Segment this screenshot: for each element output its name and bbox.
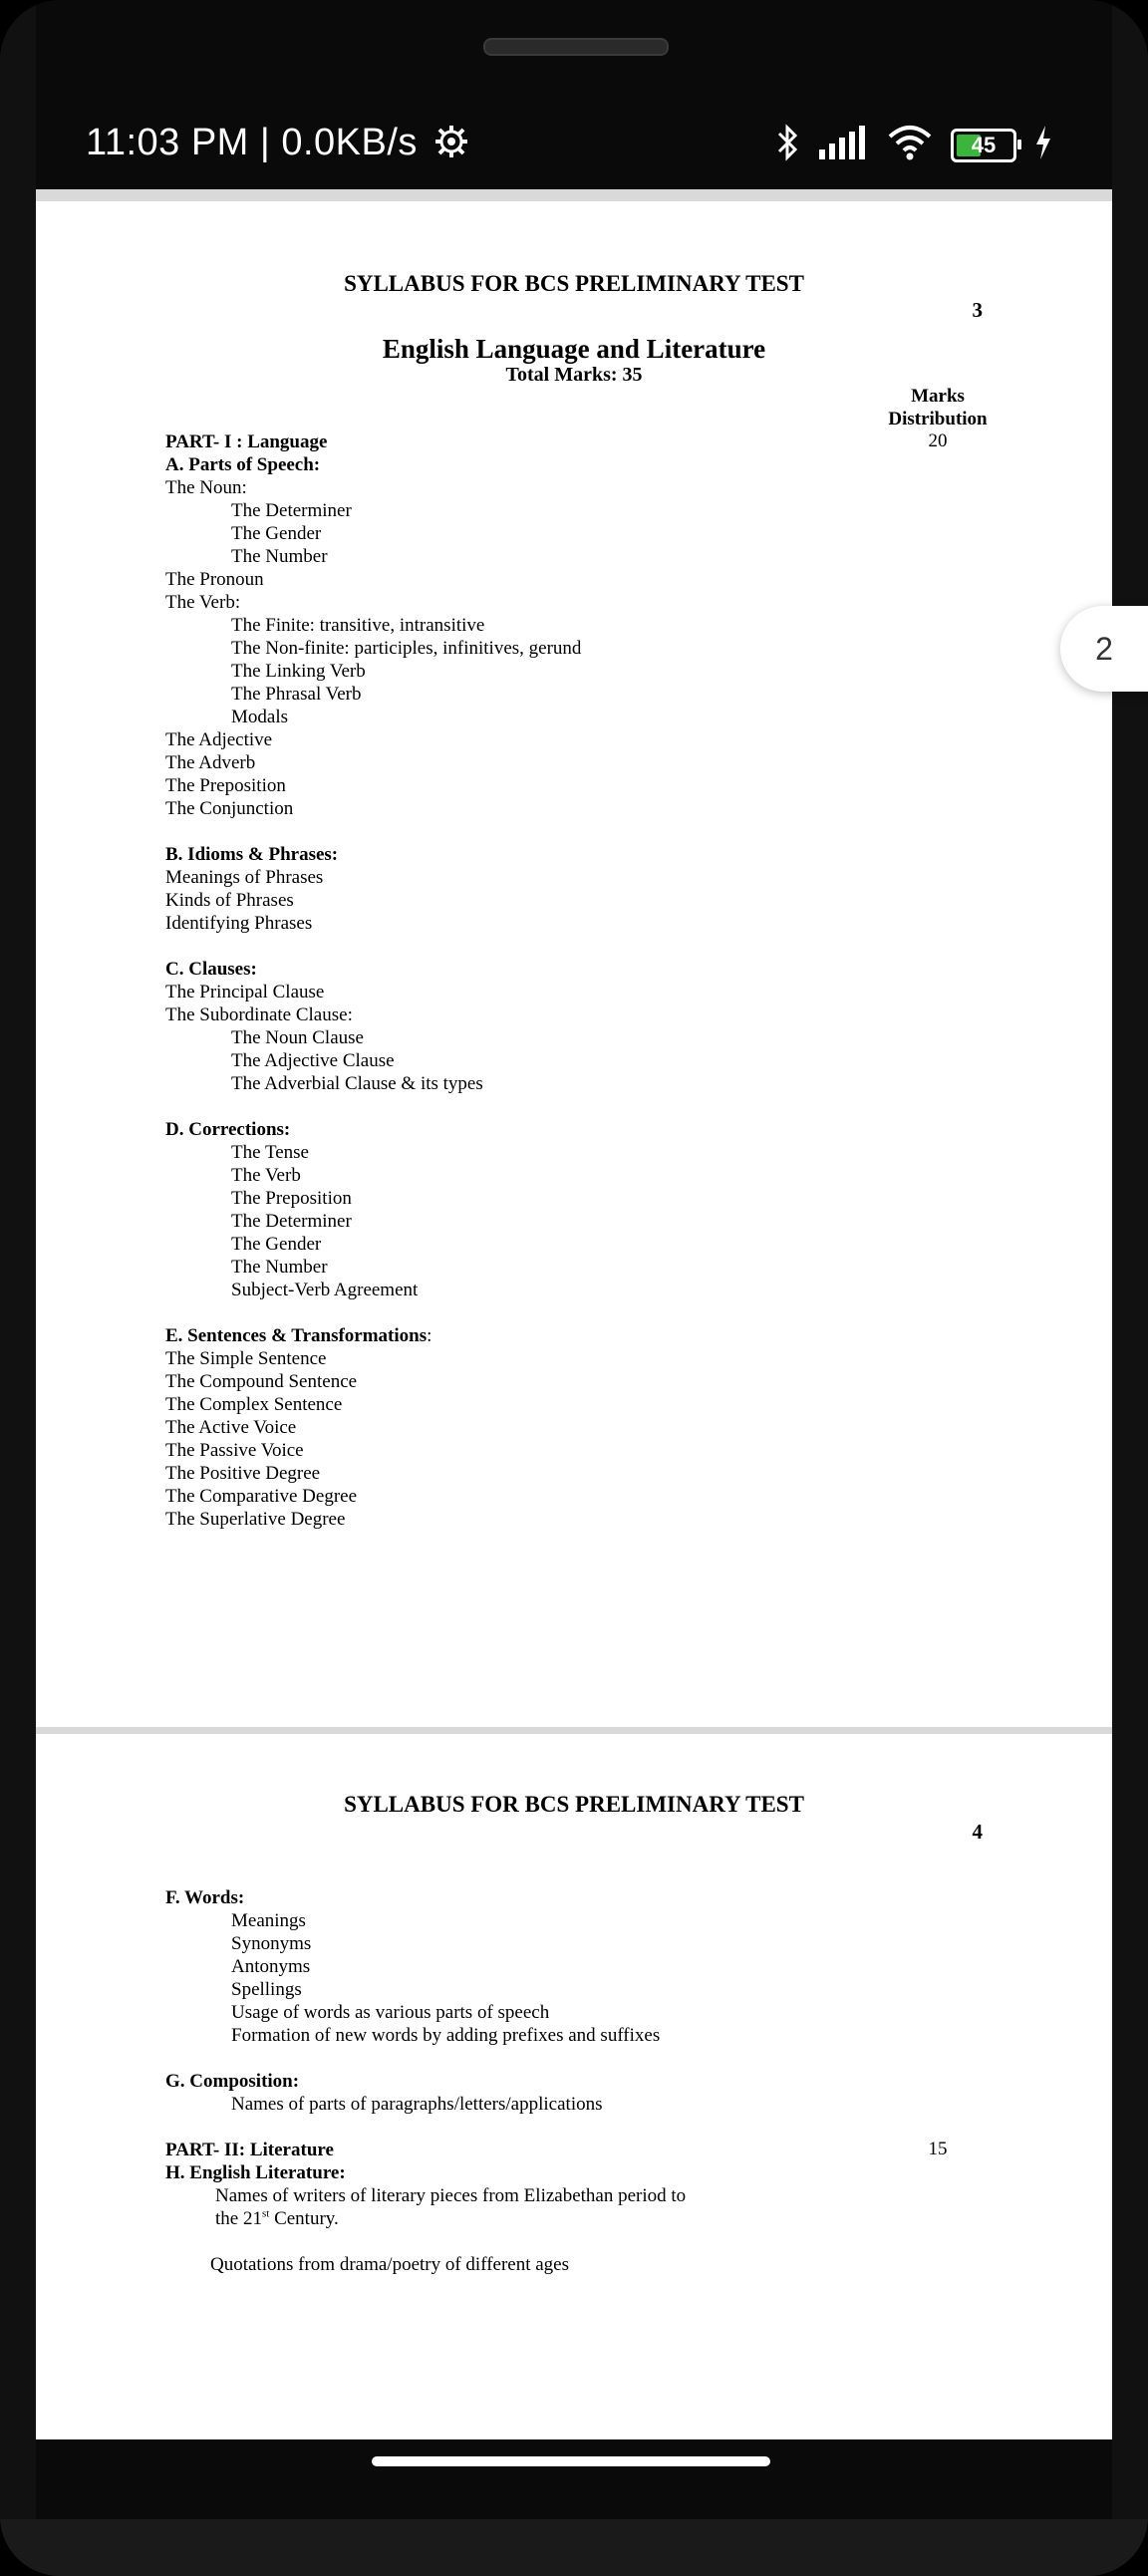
list-item: Meanings xyxy=(231,1910,306,1931)
part1-marks: 20 xyxy=(928,430,948,451)
spacer xyxy=(165,1301,581,1324)
distribution-label: Distribution xyxy=(888,409,988,429)
list-item: Kinds of Phrases xyxy=(165,890,294,911)
earpiece-speaker xyxy=(483,38,669,56)
century-text: the 21 xyxy=(215,2208,262,2229)
list-item: The Superlative Degree xyxy=(165,1509,346,1530)
bezel-right xyxy=(1112,0,1148,2576)
list-item: Usage of words as various parts of speech xyxy=(231,2002,550,2023)
document-page-3 xyxy=(36,201,1112,1727)
section-e-colon: : xyxy=(427,1325,432,1346)
list-item: The Gender xyxy=(231,1234,322,1255)
page-header: SYLLABUS FOR BCS PRELIMINARY TEST xyxy=(344,1792,804,1817)
status-bar xyxy=(36,110,1112,189)
section-e-heading-line xyxy=(165,1324,581,1347)
battery-tip xyxy=(1017,140,1021,149)
list-item: The Tense xyxy=(231,1142,309,1163)
list-item: Quotations from drama/poetry of different ages xyxy=(210,2254,570,2275)
signal-icon xyxy=(817,126,869,164)
list-item: The Adjective xyxy=(165,729,273,750)
part2-heading: PART- II: Literature xyxy=(165,2140,334,2160)
list-item: The Comparative Degree xyxy=(165,1486,358,1507)
list-item: The Active Voice xyxy=(165,1417,297,1438)
list-item: The Number xyxy=(231,546,328,567)
list-item: Spellings xyxy=(231,1979,302,2000)
ordinal-suffix: st xyxy=(261,2207,270,2220)
marks-distribution-header xyxy=(873,385,1003,430)
list-item: Subject-Verb Agreement xyxy=(231,1280,419,1300)
page-number: 4 xyxy=(972,1820,983,1844)
page-title: English Language and Literature xyxy=(382,334,766,364)
section-b-heading: B. Idioms & Phrases: xyxy=(165,844,339,865)
clock-and-speed: 11:03 PM | 0.0KB/s xyxy=(86,122,418,163)
spacer xyxy=(165,820,581,843)
status-time xyxy=(86,122,468,168)
list-item: Modals xyxy=(231,707,288,727)
list-item: The Number xyxy=(231,1257,328,1278)
total-marks: Total Marks: 35 xyxy=(505,364,643,386)
list-item: The Principal Clause xyxy=(165,982,325,1002)
battery-icon xyxy=(951,129,1016,162)
list-item: The Verb: xyxy=(165,592,241,613)
charging-icon xyxy=(1034,126,1052,164)
spacer xyxy=(165,2047,686,2070)
section-g-heading: G. Composition: xyxy=(165,2071,300,2092)
page-header: SYLLABUS FOR BCS PRELIMINARY TEST xyxy=(344,271,804,296)
list-item: The Preposition xyxy=(231,1188,352,1209)
section-c-heading: C. Clauses: xyxy=(165,959,257,980)
list-item: Synonyms xyxy=(231,1933,312,1954)
list-item: The Pronoun xyxy=(165,569,264,590)
list-item: The Compound Sentence xyxy=(165,1371,358,1392)
list-item: Antonyms xyxy=(231,1956,311,1977)
spacer xyxy=(165,1095,581,1118)
page1-content xyxy=(165,430,581,1531)
list-item: The Adverbial Clause & its types xyxy=(231,1073,483,1094)
battery-level: 45 xyxy=(971,132,997,157)
spacer xyxy=(165,2116,686,2139)
century-text-end: Century. xyxy=(269,2208,339,2229)
page-indicator-badge[interactable]: 2 xyxy=(1060,606,1148,692)
status-icons xyxy=(777,124,1052,166)
gear-icon xyxy=(434,125,468,168)
list-item: The Phrasal Verb xyxy=(231,684,362,705)
list-item: The Simple Sentence xyxy=(165,1348,327,1369)
marks-label: Marks xyxy=(911,386,965,407)
list-item: The Conjunction xyxy=(165,798,294,819)
bezel-left xyxy=(0,0,36,2576)
list-item: The Adverb xyxy=(165,752,256,773)
list-item xyxy=(165,2207,686,2230)
wifi-icon xyxy=(887,125,933,165)
list-item: Names of writers of literary pieces from Elizabethan period to xyxy=(215,2185,687,2206)
home-indicator[interactable] xyxy=(372,2456,770,2466)
list-item: The Determiner xyxy=(231,500,352,521)
list-item: The Noun: xyxy=(165,477,247,498)
section-a-heading: A. Parts of Speech: xyxy=(165,454,321,475)
list-item: Meanings of Phrases xyxy=(165,867,324,888)
list-item: Names of parts of paragraphs/letters/applications xyxy=(231,2094,603,2115)
section-h-heading: H. English Literature: xyxy=(165,2162,346,2183)
page-number: 3 xyxy=(972,298,983,322)
spacer xyxy=(165,935,581,958)
spacer xyxy=(165,2230,686,2253)
list-item: The Noun Clause xyxy=(231,1027,364,1048)
bluetooth-icon xyxy=(777,124,799,166)
part2-marks: 15 xyxy=(928,2139,948,2159)
document-page-4 xyxy=(36,1734,1112,2439)
list-item: The Non-finite: participles, infinitives, gerund xyxy=(231,638,582,659)
section-d-heading: D. Corrections: xyxy=(165,1119,291,1140)
list-item: The Passive Voice xyxy=(165,1440,304,1461)
page2-content xyxy=(165,1886,686,2276)
list-item: The Finite: transitive, intransitive xyxy=(231,615,485,636)
section-e-heading: E. Sentences & Transformations xyxy=(165,1325,428,1346)
list-item: The Subordinate Clause: xyxy=(165,1004,353,1025)
list-item: The Positive Degree xyxy=(165,1463,321,1484)
document-viewer[interactable] xyxy=(36,189,1112,2439)
list-item: The Adjective Clause xyxy=(231,1050,395,1071)
list-item: The Determiner xyxy=(231,1211,352,1232)
list-item: Formation of new words by adding prefixes and suffixes xyxy=(231,2025,661,2046)
list-item: The Verb xyxy=(231,1165,301,1186)
list-item: The Complex Sentence xyxy=(165,1394,343,1415)
part1-heading: PART- I : Language xyxy=(165,431,328,452)
list-item: The Preposition xyxy=(165,775,286,796)
bottom-bezel xyxy=(0,2519,1148,2576)
list-item: The Gender xyxy=(231,523,322,544)
list-item: Identifying Phrases xyxy=(165,913,313,934)
list-item: The Linking Verb xyxy=(231,661,366,682)
section-f-heading: F. Words: xyxy=(165,1887,245,1908)
